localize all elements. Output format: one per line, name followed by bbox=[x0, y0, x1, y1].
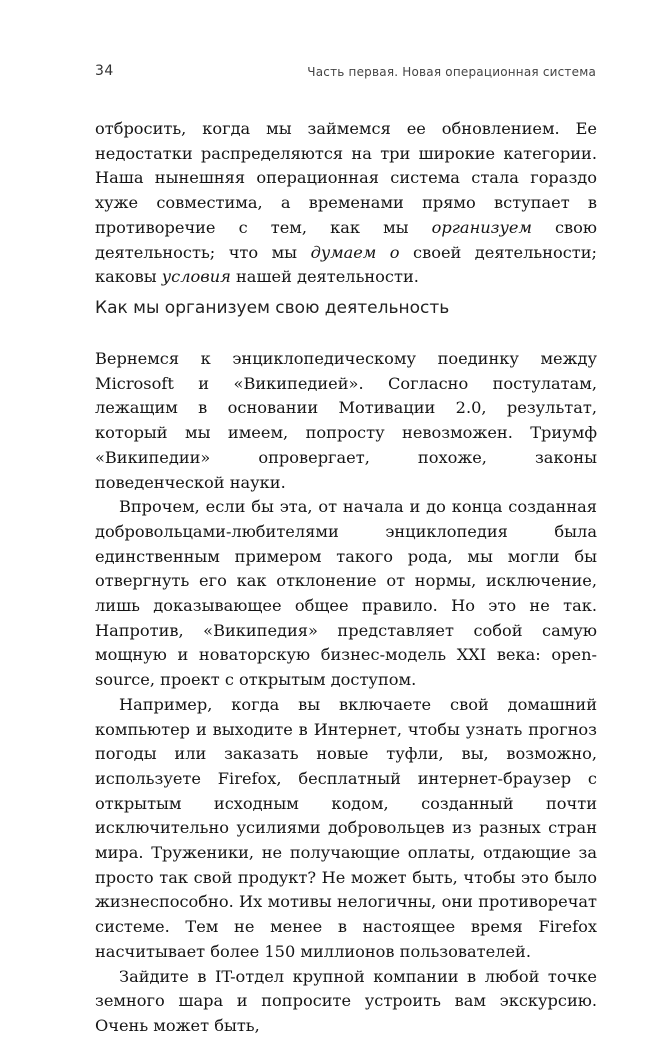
body-paragraph: Зайдите в IT-отдел крупной компании в любой точке земного шара и попросите устроить вам экскурсию. Очень может быть, bbox=[95, 966, 597, 1035]
italic-term: условия bbox=[161, 267, 231, 287]
text-run: отбросить, когда мы займемся ее обновлением. Ее недостатки распределяются на три широкие категории. Наша нынешняя операционная система стала гораздо хуже совместима, а временами прямо вступает в противоречие с тем, как мы bbox=[95, 119, 597, 237]
body-paragraph: Впрочем, если бы эта, от начала и до конца созданная добровольцами-любителями энциклопедия была единственным примером такого рода, мы могли бы отвергнуть его как отклонение от нормы, исключение, лишь доказывающее общее правило. Но это не так. Напротив, «Википедия» представляет собой самую мощную и новаторскую бизнес-модель XXI века: open-source, проект с открытым доступом. bbox=[95, 497, 597, 690]
text-run: своей деятельности; каковы bbox=[95, 242, 597, 287]
intro-paragraph bbox=[95, 117, 597, 290]
intro-paragraph-block bbox=[95, 117, 597, 290]
italic-term: думаем о bbox=[310, 242, 400, 262]
page-header bbox=[95, 63, 596, 89]
text-run: нашей деятельности. bbox=[230, 267, 419, 287]
text-run: свою деятельность; что мы bbox=[95, 217, 597, 262]
page-number: 34 bbox=[95, 63, 114, 79]
body-paragraph: Например, когда вы включаете свой домашний компьютер и выходите в Интернет, чтобы узнать прогноз погоды или заказать новые туфли, вы, возможно, используете Firefox, бесплатный интернет-браузер с открытым исходным кодом, созданный почти исключительно усилиями добровольцев из разных стран мира. Труженики, не получающие оплаты, отдающие за просто так свой продукт? Не может быть, чтобы это было жизнеспособно. Их мотивы нелогичны, они противоречат системе. Тем не менее в настоящее время Firefox насчитывает более 150 миллионов пользователей. bbox=[95, 694, 597, 961]
body-paragraph: Вернемся к энциклопедическому поединку между Microsoft и «Википедией». Согласно постулатам, лежащим в основании Мотивации 2.0, результат, который мы имеем, попросту невозможен. Триумф «Википедии» опровергает, похоже, законы поведенческой науки. bbox=[95, 349, 597, 492]
running-head: Часть первая. Новая операционная система bbox=[307, 65, 596, 79]
section-body bbox=[95, 347, 597, 1039]
italic-term: организуем bbox=[431, 217, 532, 237]
section-heading: Как мы организуем свою деятельность bbox=[95, 298, 450, 318]
